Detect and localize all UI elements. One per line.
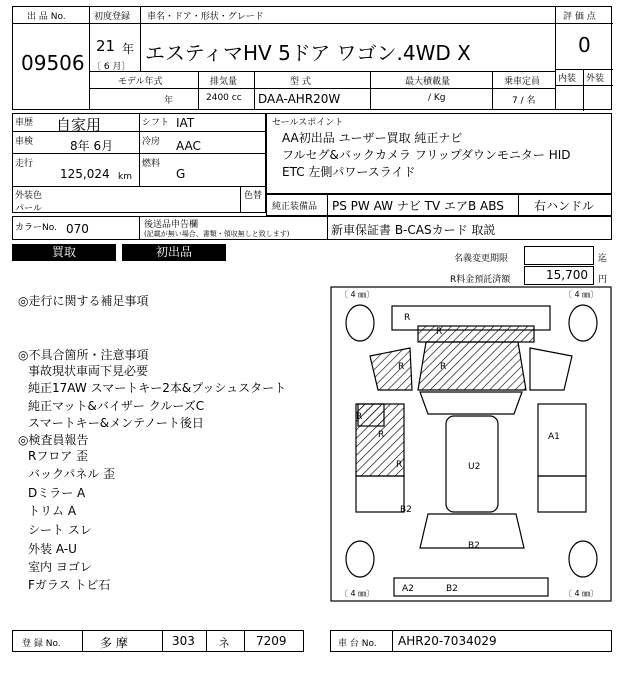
- color-no-label: カラーNo.: [15, 223, 57, 233]
- grade-label: 評 価 点: [563, 12, 596, 22]
- mileage-unit: km: [118, 172, 132, 182]
- grade-value: 0: [578, 33, 591, 57]
- plate-kana: ネ: [218, 636, 231, 650]
- defect-1: 事故現状車両下見必要: [28, 364, 149, 378]
- mark-a1: A1: [548, 432, 560, 442]
- sales-line-1: AA初出品 ユーザー買取 純正ナビ: [282, 131, 463, 145]
- mileage-label: 走行: [15, 159, 34, 169]
- tire-tl: 〔 4 ㎜〕: [340, 290, 375, 299]
- plate-class: 303: [172, 634, 195, 648]
- inspector-7: 室内 ヨゴレ: [28, 560, 92, 574]
- defect-2: 純正17AW スマートキー2本&プッシュスタート: [28, 381, 287, 395]
- windshield: [420, 392, 522, 414]
- sales-line-2: フルセグ&バックカメラ フリップダウンモニター HID: [282, 148, 571, 162]
- plate-number: 7209: [256, 634, 287, 648]
- mark-r-4: R: [440, 362, 447, 372]
- inspector-8: Fガラス トビ石: [28, 578, 111, 592]
- inspector-1: Rフロア 歪: [28, 449, 89, 463]
- recycle-unit: 円: [598, 275, 608, 285]
- defect-4: スマートキー&メンテノート後日: [28, 416, 204, 430]
- mark-r-2: R: [436, 327, 443, 337]
- inspector-5: シート スレ: [28, 523, 92, 537]
- inspection-label: 車検: [15, 137, 34, 147]
- shift-value: IAT: [176, 116, 195, 130]
- tire-bl: 〔 4 ㎜〕: [340, 589, 375, 598]
- history-value: 自家用: [56, 116, 102, 134]
- inspector-4: トリム A: [28, 504, 77, 518]
- tire-br: 〔 4 ㎜〕: [564, 589, 599, 598]
- interior-label: 内装: [558, 74, 577, 84]
- model-year-unit: 年: [164, 96, 174, 106]
- reg-cell: [89, 6, 141, 72]
- model-year-label: モデル年式: [118, 77, 163, 87]
- aftermarket-label: 後送品申告欄: [144, 220, 199, 230]
- aftermarket-note: (記載が無い場合、書類・領収無しと致します): [144, 230, 290, 238]
- reg-label: 初度登録: [94, 12, 131, 22]
- inspector-2: バックパネル 歪: [28, 467, 116, 481]
- car-damage-diagram: [330, 286, 612, 602]
- grade-cell: [555, 6, 612, 110]
- hood: [418, 342, 526, 390]
- right-front-door: [538, 404, 586, 476]
- displacement-label: 排気量: [210, 77, 238, 87]
- mark-r-1: R: [404, 313, 411, 323]
- car-cell: [140, 6, 556, 72]
- tire-rear-left: [346, 541, 374, 577]
- capacity-value: 7 / 名: [512, 96, 536, 106]
- reg-year-unit: 年: [122, 42, 135, 56]
- ac-value: AAC: [176, 139, 201, 153]
- type-label: 型 式: [290, 77, 311, 87]
- color-code-label: 色替: [244, 191, 263, 201]
- plate-label: 登 録 No.: [22, 639, 61, 649]
- tire-front-right: [569, 305, 597, 341]
- car-label: 車名・ドア・形状・グレード: [147, 12, 264, 22]
- rear-bumper: [394, 578, 548, 596]
- exterior-label: 外装: [586, 74, 605, 84]
- mark-b2-2: B2: [468, 541, 480, 551]
- inspector-6: 外装 A-U: [28, 542, 77, 556]
- driving-notes-label: ◎走行に関する補足事項: [18, 294, 149, 308]
- front-fender-left: [370, 348, 412, 390]
- mark-r-6: R: [378, 430, 385, 440]
- lot-label: 出 品 No.: [27, 12, 66, 22]
- reg-year: 21: [96, 37, 116, 55]
- inspection-value: 8年 6月: [70, 139, 114, 153]
- fuel-label: 燃料: [142, 159, 161, 169]
- right-rear-side: [538, 476, 586, 512]
- load-value: / Kg: [428, 93, 446, 103]
- mark-r-3: R: [398, 362, 405, 372]
- name-change-box: [524, 246, 594, 265]
- chassis-value: AHR20-7034029: [398, 634, 497, 648]
- mark-u2: U2: [468, 462, 481, 472]
- equipment-label: 純正装備品: [272, 202, 318, 212]
- mark-r-5: R: [356, 412, 363, 422]
- defects-label: ◎不具合箇所・注意事項: [18, 348, 149, 362]
- recycle-value: 15,700: [546, 268, 588, 282]
- buyback-tag: 買取: [12, 244, 116, 261]
- mileage-value: 125,024: [60, 167, 110, 181]
- defect-3: 純正マット&バイザー クルーズC: [28, 399, 205, 413]
- shift-label: シフト: [142, 118, 170, 128]
- reg-month: 〔 6 月〕: [92, 62, 131, 72]
- lot-number: 09506: [21, 51, 85, 75]
- front-fender-right: [530, 348, 572, 390]
- sales-label: セールスポイント: [272, 118, 344, 128]
- color-value: パール: [15, 204, 42, 214]
- tire-rear-right: [569, 541, 597, 577]
- type-value: DAA-AHR20W: [258, 92, 341, 106]
- load-label: 最大積載量: [405, 77, 451, 87]
- inspector-3: Dミラー A: [28, 486, 86, 500]
- plate-region: 多 摩: [100, 636, 128, 650]
- color-no-value: 070: [66, 222, 89, 236]
- history-label: 車歴: [15, 118, 34, 128]
- name-change-label: 名義変更期限: [454, 254, 509, 264]
- sales-line-3: ETC 左側パワースライド: [282, 165, 416, 179]
- recycle-label: R料金預託済額: [450, 275, 511, 285]
- fuel-value: G: [176, 167, 186, 181]
- steering-value: 右ハンドル: [534, 199, 595, 213]
- displacement-value: 2400 cc: [206, 93, 242, 103]
- color-label: 外装色: [15, 191, 43, 201]
- first-listing-tag: 初出品: [122, 244, 226, 261]
- left-rear-side: [356, 476, 404, 512]
- mark-r-7: R: [396, 460, 403, 470]
- tire-tr: 〔 4 ㎜〕: [564, 290, 599, 299]
- mark-b2-1: B2: [400, 505, 412, 515]
- name-change-unit: 迄: [598, 254, 608, 264]
- mark-a2: A2: [402, 584, 414, 594]
- tire-front-left: [346, 305, 374, 341]
- equipment-value: PS PW AW ナビ TV エアB ABS: [332, 199, 504, 213]
- warranty-value: 新車保証書 B-CASカード 取説: [331, 223, 496, 237]
- inspector-label: ◎検査員報告: [18, 433, 89, 447]
- ac-label: 冷房: [142, 137, 161, 147]
- capacity-label: 乗車定員: [504, 77, 541, 87]
- chassis-label: 車 台 No.: [338, 639, 377, 649]
- mark-b2-3: B2: [446, 584, 458, 594]
- car-name: エスティマHV 5ドア ワゴン.4WD X: [145, 41, 471, 65]
- lot-cell: [12, 6, 90, 110]
